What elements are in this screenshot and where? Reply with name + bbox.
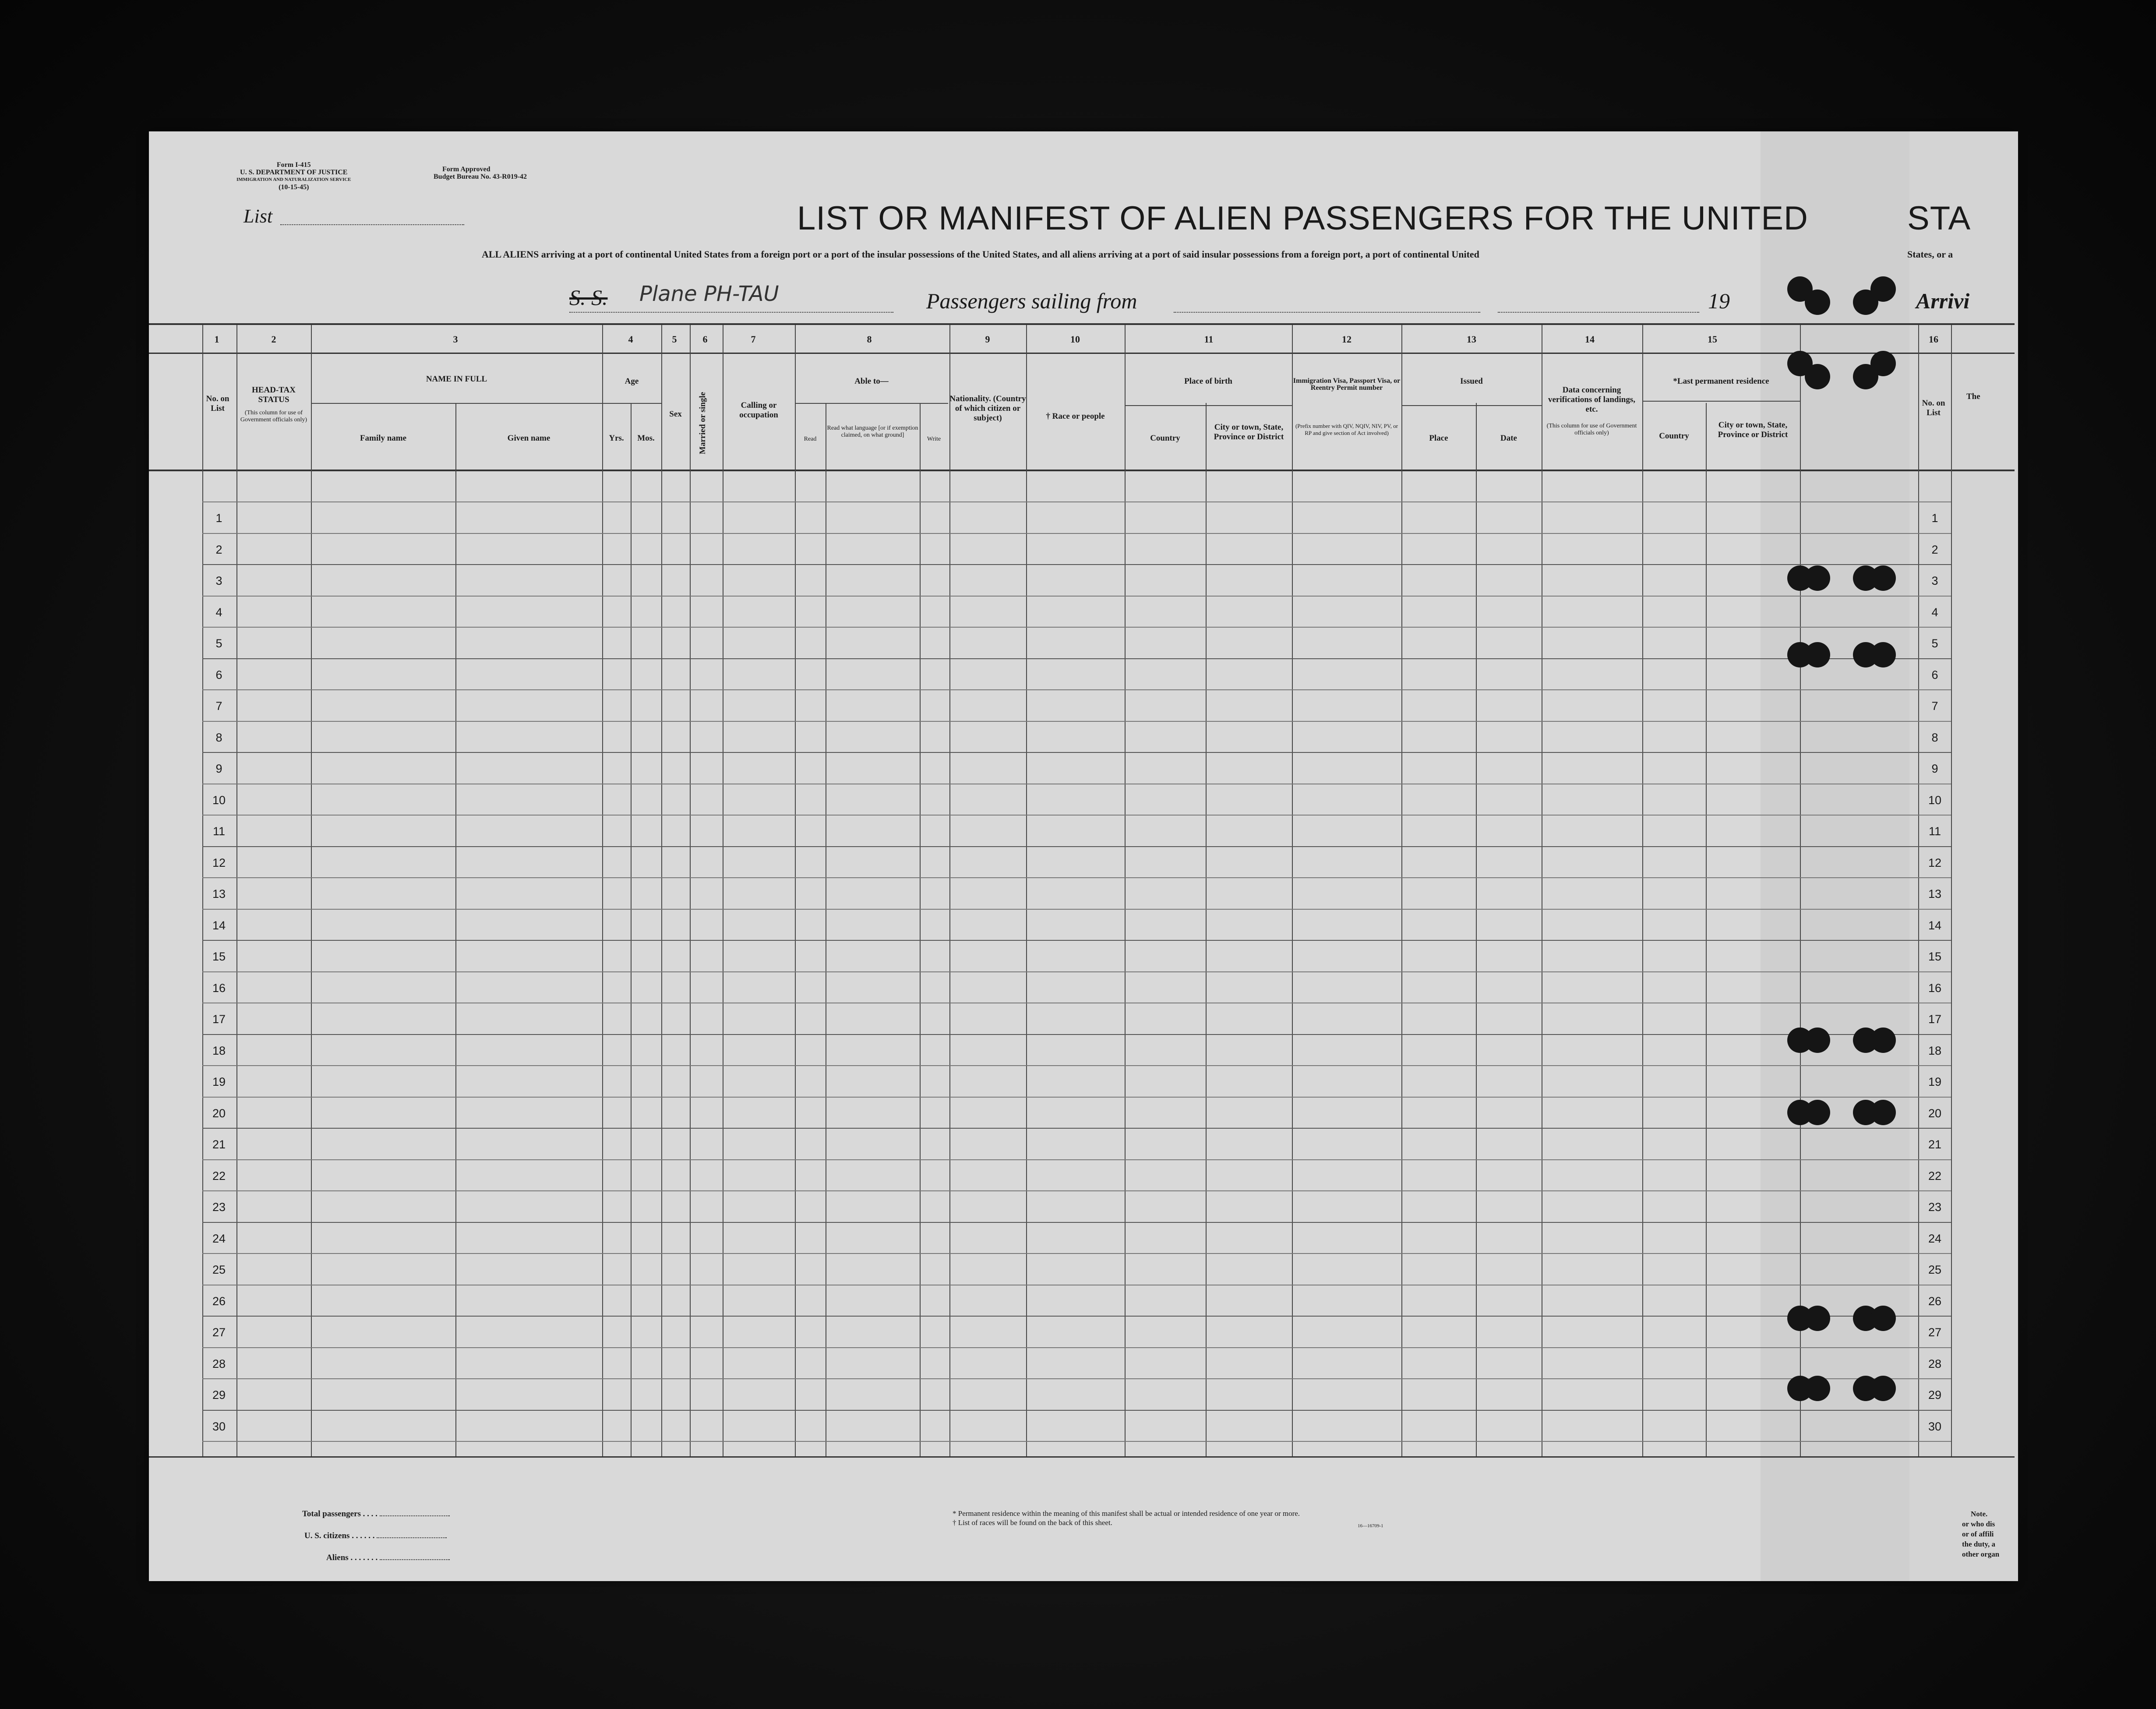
punch-hole [1805,1306,1830,1331]
row-number: 16 [1928,982,1942,995]
header-nationality: Nationality. (Country of which citizen or subject) [949,394,1026,423]
form-approved-label: Form Approved [442,166,490,173]
punch-hole [1870,1100,1896,1125]
manifest-subtitle: ALL ALIENS arriving at a port of continental United States from a foreign port or a port of the insular possessions of the United States, and all aliens arriving at a port of said insular possessions from a foreign port, a port of continental United [482,249,1479,260]
row-line [202,533,1951,534]
header-issued-place: Place [1429,434,1448,443]
column-line [920,403,921,1456]
header-mos: Mos. [637,434,655,443]
column-line [1642,325,1643,1456]
vessel-name-handwritten: Plane PH-TAU [639,282,779,306]
aliens-field[interactable] [380,1559,450,1560]
ss-label: S. S. [569,285,608,310]
header-read: Read [804,436,817,442]
row-line [202,658,1951,659]
row-number: 9 [1931,762,1938,775]
header-residence-country: Country [1659,431,1689,441]
row-number: 13 [1928,887,1942,900]
column-line [236,325,237,1456]
row-number: 8 [1931,731,1938,744]
row-number: 18 [1928,1044,1942,1057]
row-line [202,909,1951,910]
row-number: 24 [212,1232,226,1245]
department-name: U. S. DEPARTMENT OF JUSTICE [240,169,348,176]
row-number: 15 [212,950,226,963]
row-number: 10 [212,794,226,807]
column-line [661,325,662,1456]
header-head-tax: HEAD-TAX STATUS [252,385,296,404]
manifest-subtitle-continued: States, or a [1907,249,1953,260]
row-number: 25 [212,1263,226,1276]
column-line [1026,325,1027,1456]
punch-hole [1805,642,1830,667]
row-number: 22 [212,1169,226,1183]
row-number: 27 [1928,1326,1942,1339]
right-note-line4: the duty, a [1962,1540,1996,1548]
header-right-partial: The [1966,392,1980,401]
manifest-title-continued: STA [1907,200,1971,237]
row-number: 11 [212,825,226,838]
column-number: 9 [985,334,990,345]
column-line [311,325,312,1456]
row-number: 11 [1928,825,1941,838]
row-line [202,1097,1951,1098]
column-number-divider [149,353,2015,354]
punch-hole [1805,1028,1830,1053]
header-birth-country: Country [1150,434,1180,443]
row-number: 23 [1928,1201,1942,1214]
manifest-sheet [149,131,2015,1581]
row-line [202,877,1951,878]
row-number: 24 [1928,1232,1942,1245]
form-number: Form I-415 [276,161,311,169]
column-line [1125,325,1126,1456]
able-subdivider [795,403,948,404]
header-given-name: Given name [507,434,550,443]
punch-hole [1805,1100,1830,1125]
row-number: 12 [212,856,226,869]
punch-hole [1805,364,1830,389]
form-approval-block [434,166,527,180]
column-number: 4 [628,334,633,345]
row-number: 6 [1931,668,1938,681]
row-number: 16 [212,982,226,995]
row-number: 26 [212,1295,226,1308]
row-number: 20 [1928,1107,1942,1120]
punch-hole [1870,1376,1896,1401]
column-line [1706,403,1707,1456]
header-head-tax-note: (This column for use of Government officials only) [240,410,307,423]
row-number: 3 [1931,574,1938,587]
row-line [202,1128,1951,1129]
row-number: 1 [215,512,222,525]
row-number: 4 [215,606,222,619]
row-line [202,1253,1951,1254]
row-number: 27 [212,1326,226,1339]
row-number: 21 [212,1138,226,1151]
row-number: 5 [215,637,222,650]
column-line [602,325,603,1456]
column-number: 8 [867,334,872,345]
manifest-title: LIST OR MANIFEST OF ALIEN PASSENGERS FOR THE UNITED [797,200,1808,237]
punch-hole [1805,565,1830,591]
row-number: 5 [1931,637,1938,650]
column-line [455,403,456,1456]
column-line [795,325,796,1456]
row-number: 30 [1928,1420,1942,1433]
total-passengers-field[interactable] [380,1515,450,1516]
row-number: 12 [1928,856,1942,869]
column-number: 1 [214,334,219,345]
row-number: 2 [215,543,222,556]
column-number: 7 [751,334,756,345]
row-number: 15 [1928,950,1942,963]
row-number: 14 [1928,919,1942,932]
sheet-fold-shadow [1761,131,1909,1581]
row-line [202,846,1951,847]
row-number: 6 [215,668,222,681]
column-line [1401,325,1402,1456]
row-number: 8 [215,731,222,744]
header-read-language: Read what language [or if exemption claimed, on what ground] [827,425,918,438]
row-line [202,596,1951,597]
header-data-concerning: Data concerning verifications of landings, etc. [1548,385,1635,414]
form-id-block [236,161,351,191]
list-number-field[interactable] [280,224,464,225]
row-line [202,1441,1951,1442]
age-subdivider [602,403,661,404]
row-number: 4 [1931,606,1938,619]
column-line [1800,325,1801,1456]
row-number: 23 [212,1201,226,1214]
column-number: 11 [1204,334,1214,345]
row-number: 20 [212,1107,226,1120]
row-number: 1 [1931,512,1938,525]
right-note-line5: other organ [1962,1550,2000,1558]
row-line [202,1378,1951,1379]
column-number: 14 [1585,334,1595,345]
row-number: 9 [215,762,222,775]
row-number: 17 [1928,1013,1942,1026]
column-line [202,325,203,1456]
right-note-line3: or of affili [1962,1530,1994,1538]
column-number: 16 [1929,334,1938,345]
row-line [202,940,1951,941]
row-line [202,1316,1951,1317]
column-number: 15 [1708,334,1717,345]
row-line [202,1065,1951,1066]
row-line [202,627,1951,628]
arriving-label: Arrivi [1916,289,1970,313]
row-number: 7 [215,699,222,713]
us-citizens-label: U. S. citizens [304,1531,350,1540]
year-prefix: 19 [1708,289,1730,313]
right-note [1962,1509,1999,1559]
row-number: 19 [212,1075,226,1088]
row-line [202,1222,1951,1223]
header-able-to: Able to— [854,377,889,386]
header-issued: Issued [1460,377,1483,386]
column-number: 2 [271,334,276,345]
sailing-date-field[interactable] [1498,312,1699,313]
punch-hole [1870,351,1896,376]
header-place-of-birth: Place of birth [1184,377,1232,386]
column-number: 6 [702,334,708,345]
row-line [202,1190,1951,1191]
header-no-on-list-right: No. on List [1922,399,1945,417]
row-number: 25 [1928,1263,1942,1276]
header-visa-note: (Prefix number with QIV, NQIV, NIV, PV, or RP and give section of Act involved) [1295,423,1398,436]
column-number: 12 [1342,334,1351,345]
column-line [1476,403,1477,1456]
row-line [202,689,1951,690]
sailing-from-field[interactable] [1174,312,1480,313]
punch-hole [1870,565,1896,591]
print-code: 16—16709-1 [1358,1523,1383,1529]
punch-hole [1805,290,1830,315]
row-line [202,564,1951,565]
row-number: 29 [1928,1388,1942,1402]
form-date: (10-15-45) [279,184,309,191]
footnote-permanent-residence: * Permanent residence within the meaning of this manifest shall be actual or intended residence of one year or more. [953,1509,1300,1518]
right-note-line1: Note. [1971,1510,1988,1518]
header-last-residence: *Last permanent residence [1673,377,1769,386]
name-subdivider [311,403,602,404]
table-top-border [149,323,2015,325]
residence-subdivider [1642,401,1800,402]
row-number: 2 [1931,543,1938,556]
header-issued-date: Date [1500,434,1517,443]
issued-subdivider [1401,405,1542,406]
column-line [1918,325,1919,1456]
punch-hole [1870,1028,1896,1053]
header-birth-city: City or town, State, Province or District [1214,423,1284,441]
punch-hole [1870,642,1896,667]
row-line [202,1034,1951,1035]
row-line [202,721,1951,722]
header-calling: Calling or occupation [739,401,778,420]
row-number: 28 [1928,1357,1942,1370]
header-visa: Immigration Visa, Passport Visa, or Reentry Permit number [1293,377,1401,392]
row-number: 26 [1928,1295,1942,1308]
header-no-on-list: No. on List [206,394,229,413]
header-data-note: (This column for use of Government officials only) [1546,423,1637,436]
row-line [202,1347,1951,1348]
list-label: List [243,205,273,227]
row-line [202,815,1951,816]
row-number: 13 [212,887,226,900]
row-number: 18 [212,1044,226,1057]
punch-hole [1870,276,1896,302]
row-number: 28 [212,1357,226,1370]
birth-subdivider [1125,405,1292,406]
footnote-races: † List of races will be found on the back of this sheet. [953,1518,1112,1527]
header-residence-city: City or town, State, Province or District [1718,420,1788,439]
header-yrs: Yrs. [609,434,624,443]
header-family-name: Family name [360,434,407,443]
table-bottom-border [149,1456,2015,1458]
sailing-from-label: Passengers sailing from [926,289,1137,313]
column-line [949,325,950,1456]
budget-bureau-number: Budget Bureau No. 43-R019-42 [434,173,527,180]
row-number: 29 [212,1388,226,1402]
us-citizens-field[interactable] [377,1537,447,1538]
header-sex: Sex [669,410,682,419]
column-number: 13 [1467,334,1476,345]
service-name: IMMIGRATION AND NATURALIZATION SERVICE [236,177,351,182]
row-number: 10 [1928,794,1942,807]
header-name-in-full: NAME IN FULL [426,374,487,384]
row-number: 30 [212,1420,226,1433]
header-married: Married or single [698,392,707,455]
column-number: 3 [453,334,458,345]
row-number: 17 [212,1013,226,1026]
header-age: Age [625,377,639,386]
row-number: 14 [212,919,226,932]
row-line [202,752,1951,753]
column-line [631,403,632,1456]
footnotes [953,1509,1300,1527]
column-line [690,325,691,1456]
column-line [1951,325,1952,1456]
header-write: Write [927,436,941,442]
row-line [202,971,1951,972]
punch-hole [1805,1376,1830,1401]
vessel-name-field[interactable] [569,312,893,313]
header-race: † Race or people [1046,412,1105,421]
row-number: 22 [1928,1169,1942,1183]
row-number: 21 [1928,1138,1942,1151]
column-number: 5 [672,334,677,345]
row-number: 19 [1928,1075,1942,1088]
row-line [202,1410,1951,1411]
total-passengers-label: Total passengers [302,1509,361,1518]
punch-hole [1870,1306,1896,1331]
column-line [1292,325,1293,1456]
column-line [1206,403,1207,1456]
header-bottom-border [149,470,2015,471]
aliens-label: Aliens [326,1553,349,1562]
row-number: 3 [215,574,222,587]
row-line [202,1159,1951,1160]
row-line [202,501,1951,502]
right-note-line2: or who dis [1962,1520,1995,1528]
totals-block: Total passengers . . . . U. S. citizens . . . . . . Aliens . . . . . . . [302,1503,450,1569]
column-number: 10 [1070,334,1080,345]
row-number: 7 [1931,699,1938,713]
